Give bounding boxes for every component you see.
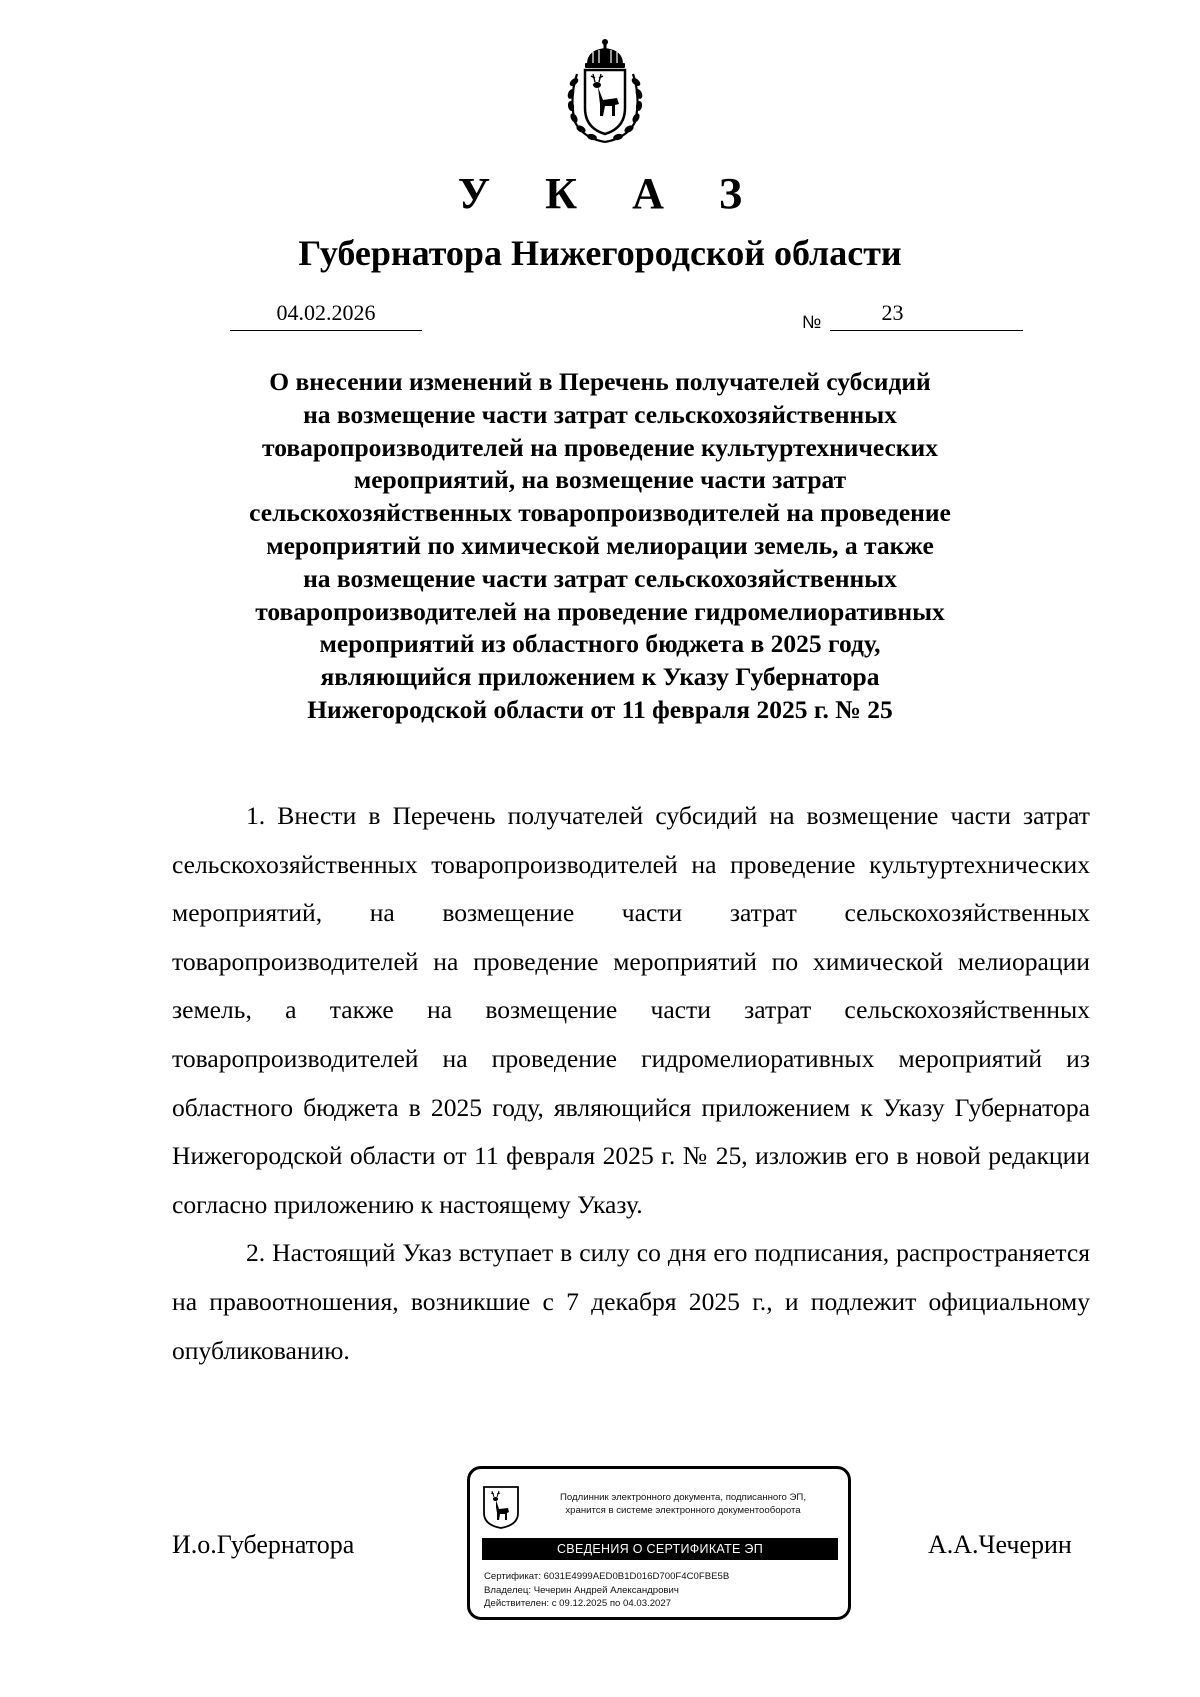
paragraph-2: 2. Настоящий Указ вступает в силу со дня его подписания, распространяется на правоотношения, возникшие с 7 декабря 2025 г., и подлежит официальному опубликованию. — [172, 1238, 1090, 1365]
stamp-header-line: Подлинник электронного документа, подписанного ЭП, — [560, 1492, 806, 1503]
coat-of-arms-icon — [565, 38, 645, 144]
certificate-validity: Действителен: с 09.12.2025 по 04.03.2027 — [484, 1598, 672, 1609]
title-line: товаропроизводителей на проведение гидромелиоративных — [255, 596, 945, 626]
title-line: мероприятий из областного бюджета в 2025 году, — [319, 629, 881, 659]
certificate-serial: Сертификат: 6031E4999AED0B1D016D700F4C0FBE5B — [484, 1571, 730, 1582]
stamp-header-line: хранится в системе электронного документооборота — [565, 1505, 801, 1516]
title-line: сельскохозяйственных товаропроизводителей на проведение — [249, 498, 951, 528]
issuing-authority: Губернатора Нижегородской области — [298, 233, 902, 273]
certificate-owner: Владелец: Чечерин Андрей Александрович — [484, 1584, 679, 1596]
title-line: мероприятий по химической мелиорации земель, а также — [266, 530, 934, 560]
title-line: на возмещение части затрат сельскохозяйственных — [303, 399, 897, 429]
number-label: № — [802, 312, 822, 332]
certificate-details — [484, 1570, 729, 1611]
signatory-name: А.А.Чечерин — [928, 1530, 1072, 1559]
document-number-field — [830, 302, 1023, 331]
document-date: 04.02.2026 — [230, 302, 422, 331]
document-number: 23 — [881, 300, 904, 325]
deer-emblem-icon — [482, 1485, 520, 1529]
certificate-info-bar: СВЕДЕНИЯ О СЕРТИФИКАТЕ ЭП — [482, 1538, 838, 1560]
document-type: У К А З — [457, 169, 765, 218]
paragraph-1: 1. Внести в Перечень получателей субсидий на возмещение части затрат сельскохозяйственных товаропроизводителей на проведение культуртехнических мероприятий, на возмещение части затрат сельскохозяйственных товаропроизводителей на проведение мероприятий по химической мелиорации земель, а также на возмещение части затрат сельскохозяйственных товаропроизводителей на проведение гидромелиоративных мероприятий из областного бюджета в 2025 году, являющийся приложением к Указу Губернатора Нижегородской области от 11 февраля 2025 г. № 25, изложив его в новой редакции согласно приложению к настоящему Указу. — [172, 801, 1090, 1219]
electronic-signature-stamp — [467, 1466, 851, 1620]
title-line: товаропроизводителей на проведение культуртехнических — [262, 432, 938, 462]
document-title — [200, 366, 1000, 727]
title-line: О внесении изменений в Перечень получателей субсидий — [269, 367, 931, 396]
title-line: на возмещение части затрат сельскохозяйственных — [303, 563, 897, 593]
stamp-header — [528, 1491, 838, 1517]
title-line: Нижегородской области от 11 февраля 2025 г. № 25 — [307, 694, 893, 724]
title-line: являющийся приложением к Указу Губернатора — [320, 662, 880, 692]
document-body — [172, 792, 1090, 1375]
title-line: мероприятий, на возмещение части затрат — [353, 465, 847, 495]
signatory-position: И.о.Губернатора — [172, 1530, 355, 1559]
